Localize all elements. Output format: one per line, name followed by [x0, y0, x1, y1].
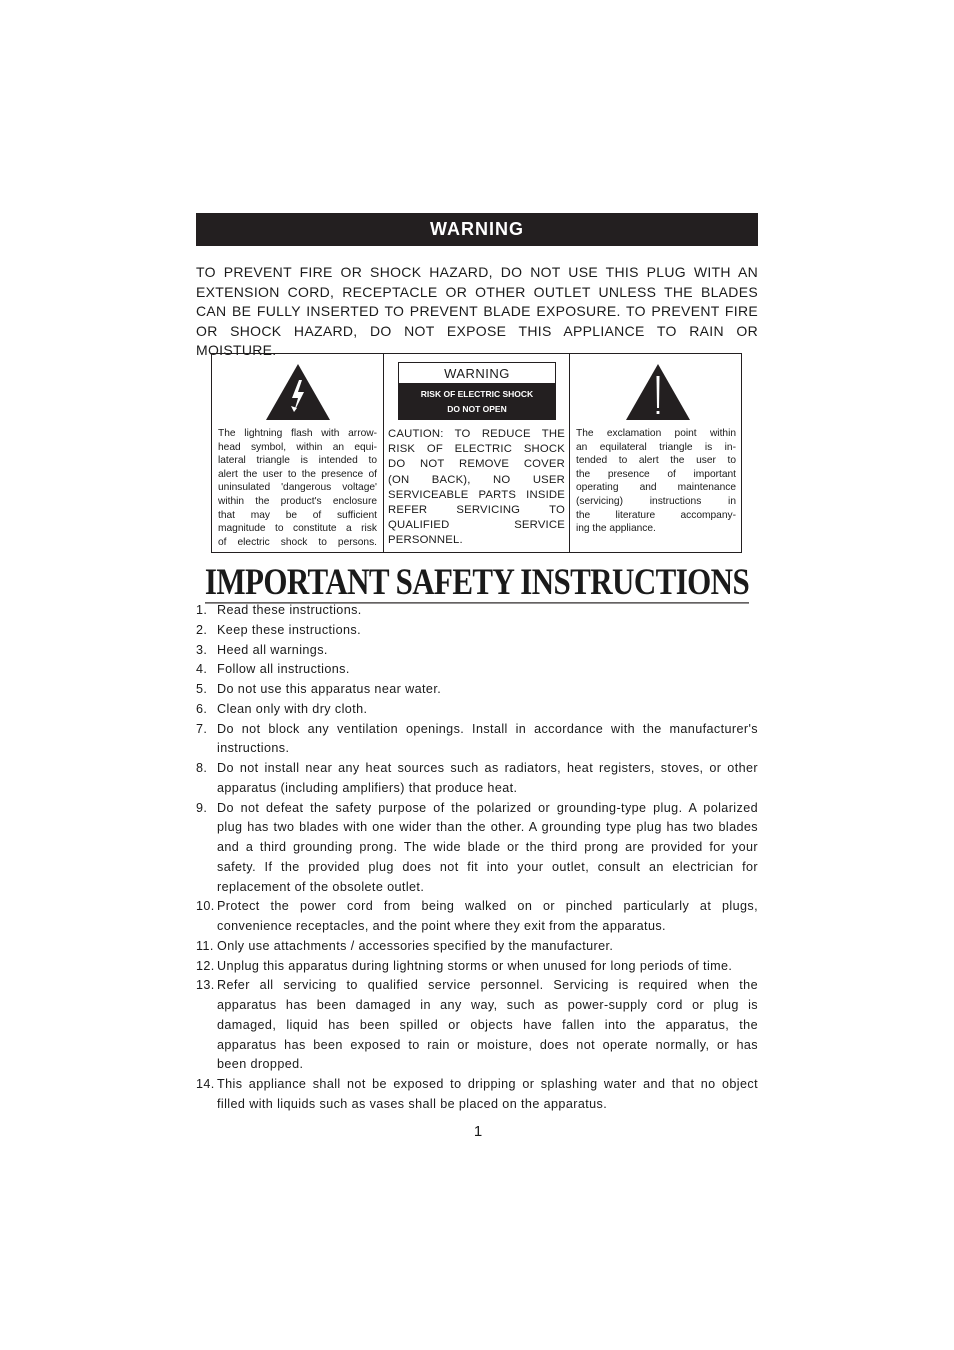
list-item-text: [217, 957, 758, 977]
text-line: Do not defeat the safety purpose of the polarized or grounding-type plug. A polarized: [217, 800, 758, 815]
text-line: alert the user to the presence of: [218, 468, 377, 480]
text-line: (ON BACK), NO USER: [388, 473, 565, 486]
list-item-text: [217, 937, 758, 957]
text-line: and a third grounding prong. The wide blade or the third prong are provided for your: [217, 840, 758, 854]
list-item: [196, 937, 758, 957]
lightning-cell: [212, 354, 384, 552]
list-item-number: 2.: [196, 622, 208, 637]
list-item-number: 13.: [196, 978, 215, 993]
text-line: replacement of the obsolete outlet.: [217, 879, 425, 894]
list-item-text: [217, 976, 758, 1075]
warning-line: CAN BE FULLY INSERTED TO PREVENT BLADE EXPOSURE. TO PREVENT FIRE: [196, 303, 758, 319]
list-item: [196, 700, 758, 720]
list-item-text: [217, 641, 758, 661]
text-line: ing the appliance.: [576, 523, 656, 535]
text-line: The lightning flash with arrow-: [218, 428, 377, 439]
text-line: that may be of sufficient: [218, 509, 377, 521]
warning-header: WARNING: [196, 213, 758, 246]
list-item: [196, 621, 758, 641]
text-line: Follow all instructions.: [217, 662, 350, 677]
list-item-text: [217, 1075, 758, 1115]
page-title: [196, 561, 758, 603]
text-line: the presence of important: [576, 468, 736, 480]
text-line: of electric shock to persons.: [218, 536, 377, 548]
text-line: Protect the power cord from being walked on or pinched particularly at plugs,: [217, 899, 758, 914]
list-item: [196, 660, 758, 680]
list-item-number: 6.: [196, 701, 208, 716]
list-item: [196, 641, 758, 661]
risk-label: [399, 383, 555, 420]
list-item-text: [217, 720, 758, 760]
warning-paragraph: [196, 263, 758, 361]
lightning-description: [218, 427, 377, 549]
text-line: uninsulated 'dangerous voltage': [218, 482, 377, 494]
instructions-list: [196, 601, 758, 1115]
list-item-number: 5.: [196, 682, 208, 696]
list-item-text: [217, 759, 758, 799]
list-item-text: [217, 601, 758, 621]
exclamation-description: [576, 427, 736, 536]
text-line: head symbol, within an equi-: [218, 441, 377, 453]
text-line: Keep these instructions.: [217, 622, 362, 637]
list-item-text: [217, 660, 758, 680]
list-item-text: [217, 700, 758, 720]
text-line: Do not install near any heat sources such as radiators, heat registers, stoves, or other: [217, 761, 758, 775]
text-line: plug has two blades with one wider than the other. A grounding type plug has two blades: [217, 820, 758, 835]
text-line: Read these instructions.: [217, 603, 362, 617]
risk-line: RISK OF ELECTRIC SHOCK: [420, 388, 534, 399]
text-line: REFER SERVICING TO: [388, 504, 565, 517]
warning-line: OR SHOCK HAZARD, DO NOT EXPOSE THIS APPLIANCE TO RAIN OR MOISTURE.: [196, 322, 758, 358]
list-item-text: [217, 621, 758, 641]
lightning-triangle-icon: [264, 362, 332, 422]
text-line: the literature accompany-: [576, 509, 736, 521]
text-line: Clean only with dry cloth.: [217, 701, 368, 716]
list-item: [196, 601, 758, 621]
caution-cell: [384, 354, 570, 552]
text-line: DO NOT REMOVE COVER: [388, 458, 565, 471]
list-item-number: 10.: [196, 899, 215, 914]
list-item-number: 7.: [196, 721, 208, 736]
warning-line: EXTENSION CORD, RECEPTACLE OR OTHER OUTLET UNLESS THE BLADES: [196, 283, 758, 300]
text-line: filled with liquids such as vases shall be placed on the apparatus.: [217, 1096, 608, 1111]
list-item-number: 14.: [196, 1077, 215, 1091]
risk-line: DO NOT OPEN: [447, 403, 507, 414]
text-line: lateral triangle is intended to: [218, 455, 377, 467]
text-line: Do not use this apparatus near water.: [217, 682, 442, 696]
exclamation-triangle-icon: [624, 362, 692, 422]
text-line: apparatus (including amplifiers) that produce heat.: [217, 780, 518, 795]
text-line: CAUTION: TO REDUCE THE: [388, 428, 565, 440]
text-line: safety. If the provided plug does not fit into your outlet, consult an electrician for: [217, 859, 758, 874]
list-item: [196, 759, 758, 799]
list-item: [196, 1075, 758, 1115]
list-item: [196, 897, 758, 937]
text-line: instructions.: [217, 741, 290, 756]
list-item-number: 3.: [196, 642, 208, 657]
text-line: The exclamation point within: [576, 428, 736, 439]
text-line: tended to alert the user to: [576, 455, 736, 467]
text-line: SERVICEABLE PARTS INSIDE: [388, 488, 565, 501]
text-line: magnitude to constitute a risk: [218, 523, 377, 535]
text-line: operating and maintenance: [576, 482, 736, 494]
list-item-number: 11.: [196, 938, 214, 953]
text-line: apparatus has been damaged in any way, such as power-supply cord or plug is: [217, 998, 758, 1012]
text-line: QUALIFIED SERVICE: [388, 519, 565, 532]
list-item-text: [217, 897, 758, 937]
list-item: [196, 680, 758, 700]
text-line: (servicing) instructions in: [576, 495, 736, 507]
list-item-text: [217, 799, 758, 898]
list-item: [196, 957, 758, 977]
list-item-number: 4.: [196, 662, 208, 677]
list-item: [196, 720, 758, 760]
text-line: Refer all servicing to qualified service personnel. Servicing is required when the: [217, 978, 758, 993]
list-item-number: 8.: [196, 761, 208, 775]
text-line: Only use attachments / accessories specified by the manufacturer.: [217, 938, 614, 953]
warning-label: [398, 362, 556, 420]
list-item-text: [217, 680, 758, 700]
text-line: PERSONNEL.: [388, 534, 463, 547]
exclamation-cell: [570, 354, 741, 552]
list-item: [196, 799, 758, 898]
text-line: been dropped.: [217, 1057, 304, 1072]
text-line: within the product's enclosure: [218, 495, 377, 507]
text-line: Do not block any ventilation openings. Install in accordance with the manufacturer's: [217, 721, 758, 736]
text-line: Unplug this apparatus during lightning storms or when unused for long periods of time.: [217, 958, 733, 973]
list-item-number: 12.: [196, 958, 215, 973]
text-line: convenience receptacles, and the point where they exit from the apparatus.: [217, 919, 666, 933]
safety-symbol-box: [211, 353, 742, 553]
warning-label-title: WARNING: [444, 365, 510, 381]
text-line: apparatus has been exposed to rain or moisture, does not operate normally, or has: [217, 1037, 758, 1052]
text-line: an equilateral triangle is in-: [576, 441, 736, 453]
text-line: This appliance shall not be exposed to dripping or splashing water and that no object: [217, 1077, 758, 1091]
text-line: RISK OF ELECTRIC SHOCK: [388, 443, 565, 456]
list-item-number: 9.: [196, 800, 208, 815]
text-line: damaged, liquid has been spilled or objects have fallen into the apparatus, the: [217, 1017, 758, 1032]
list-item-number: 1.: [196, 603, 208, 617]
page-title-text: IMPORTANT SAFETY INSTRUCTIONS: [204, 561, 750, 603]
caution-text: [388, 427, 565, 549]
warning-line: TO PREVENT FIRE OR SHOCK HAZARD, DO NOT USE THIS PLUG WITH AN: [196, 264, 758, 280]
text-line: Heed all warnings.: [217, 642, 328, 657]
list-item: [196, 976, 758, 1075]
page-number: 1: [473, 1123, 483, 1140]
